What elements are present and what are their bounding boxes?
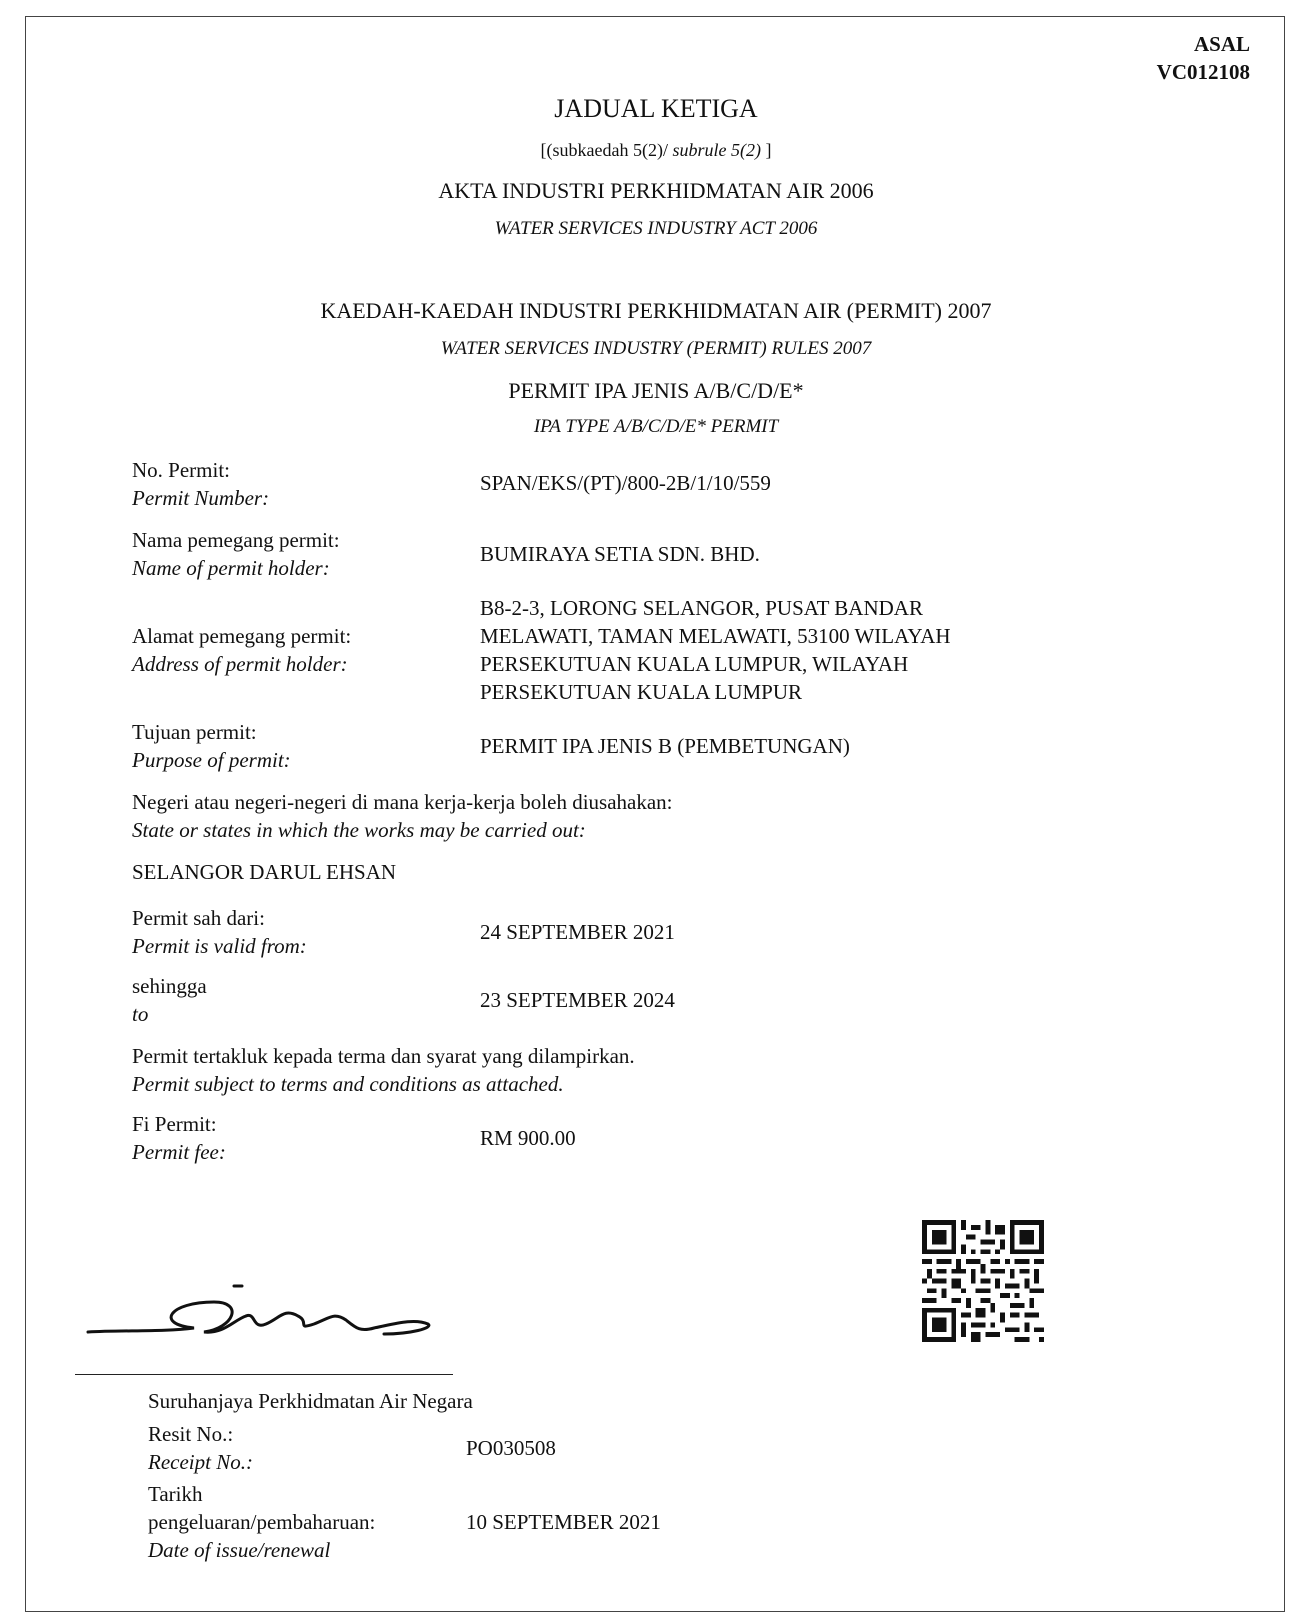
fee-value: RM 900.00 — [480, 1126, 576, 1150]
terms-text: Permit tertakluk kepada terma dan syarat yang dilampirkan. Permit subject to terms and conditions as attached. — [132, 1044, 635, 1096]
code-number: VC012108 — [1156, 60, 1250, 84]
signature-line — [75, 1374, 453, 1375]
permit-number-label: No. Permit: Permit Number: — [132, 458, 270, 510]
act-title-ms: AKTA INDUSTRI PERKHIDMATAN AIR 2006 — [438, 178, 874, 203]
issue-date-label: Tarikh pengeluaran/pembaharuan: Date of issue/renewal — [148, 1482, 376, 1562]
address-label: Alamat pemegang permit: Address of permit holder: — [132, 624, 352, 676]
rules-title-en: WATER SERVICES INDUSTRY (PERMIT) RULES 2007 — [440, 338, 872, 359]
permit-type-ms: PERMIT IPA JENIS A/B/C/D/E* — [508, 378, 804, 403]
states-label: Negeri atau negeri-negeri di mana kerja-kerja boleh diusahakan: State or states in which the works may be carried out: — [132, 790, 673, 842]
rules-title-ms: KAEDAH-KAEDAH INDUSTRI PERKHIDMATAN AIR (PERMIT) 2007 — [320, 298, 992, 323]
schedule-title: JADUAL KETIGA — [554, 94, 758, 123]
valid-from-value: 24 SEPTEMBER 2021 — [480, 920, 675, 944]
purpose-value: PERMIT IPA JENIS B (PEMBETUNGAN) — [480, 734, 850, 758]
purpose-label: Tujuan permit: Purpose of permit: — [132, 720, 291, 772]
act-title-en: WATER SERVICES INDUSTRY ACT 2006 — [494, 218, 818, 239]
valid-from-label: Permit sah dari: Permit is valid from: — [132, 906, 307, 958]
fee-label: Fi Permit: Permit fee: — [132, 1112, 226, 1164]
signature-graphic — [84, 1272, 444, 1348]
permit-type-en: IPA TYPE A/B/C/D/E* PERMIT — [533, 416, 779, 437]
receipt-label: Resit No.: Receipt No.: — [148, 1422, 253, 1474]
issue-date-value: 10 SEPTEMBER 2021 — [466, 1510, 661, 1534]
document-code — [1157, 30, 1250, 86]
authority-name: Suruhanjaya Perkhidmatan Air Negara — [148, 1389, 473, 1413]
states-value: SELANGOR DARUL EHSAN — [132, 860, 397, 884]
code-asal: ASAL — [1193, 32, 1250, 56]
receipt-value: PO030508 — [466, 1436, 556, 1460]
qr-code-icon — [922, 1218, 1044, 1344]
valid-to-label: sehingga to — [132, 974, 207, 1026]
holder-value: BUMIRAYA SETIA SDN. BHD. — [480, 542, 760, 566]
valid-to-value: 23 SEPTEMBER 2024 — [480, 988, 675, 1012]
address-value: B8-2-3, LORONG SELANGOR, PUSAT BANDAR MELAWATI, TAMAN MELAWATI, 53100 WILAYAH PERSEKUTUAN KUALA LUMPUR, WILAYAH PERSEKUTUAN KUALA LUMPUR — [480, 596, 951, 704]
rule-reference: [(subkaedah 5(2)/ subrule 5(2) ] — [540, 140, 772, 160]
permit-number-value: SPAN/EKS/(PT)/800-2B/1/10/559 — [480, 471, 771, 495]
holder-label: Nama pemegang permit: Name of permit holder: — [132, 528, 340, 580]
